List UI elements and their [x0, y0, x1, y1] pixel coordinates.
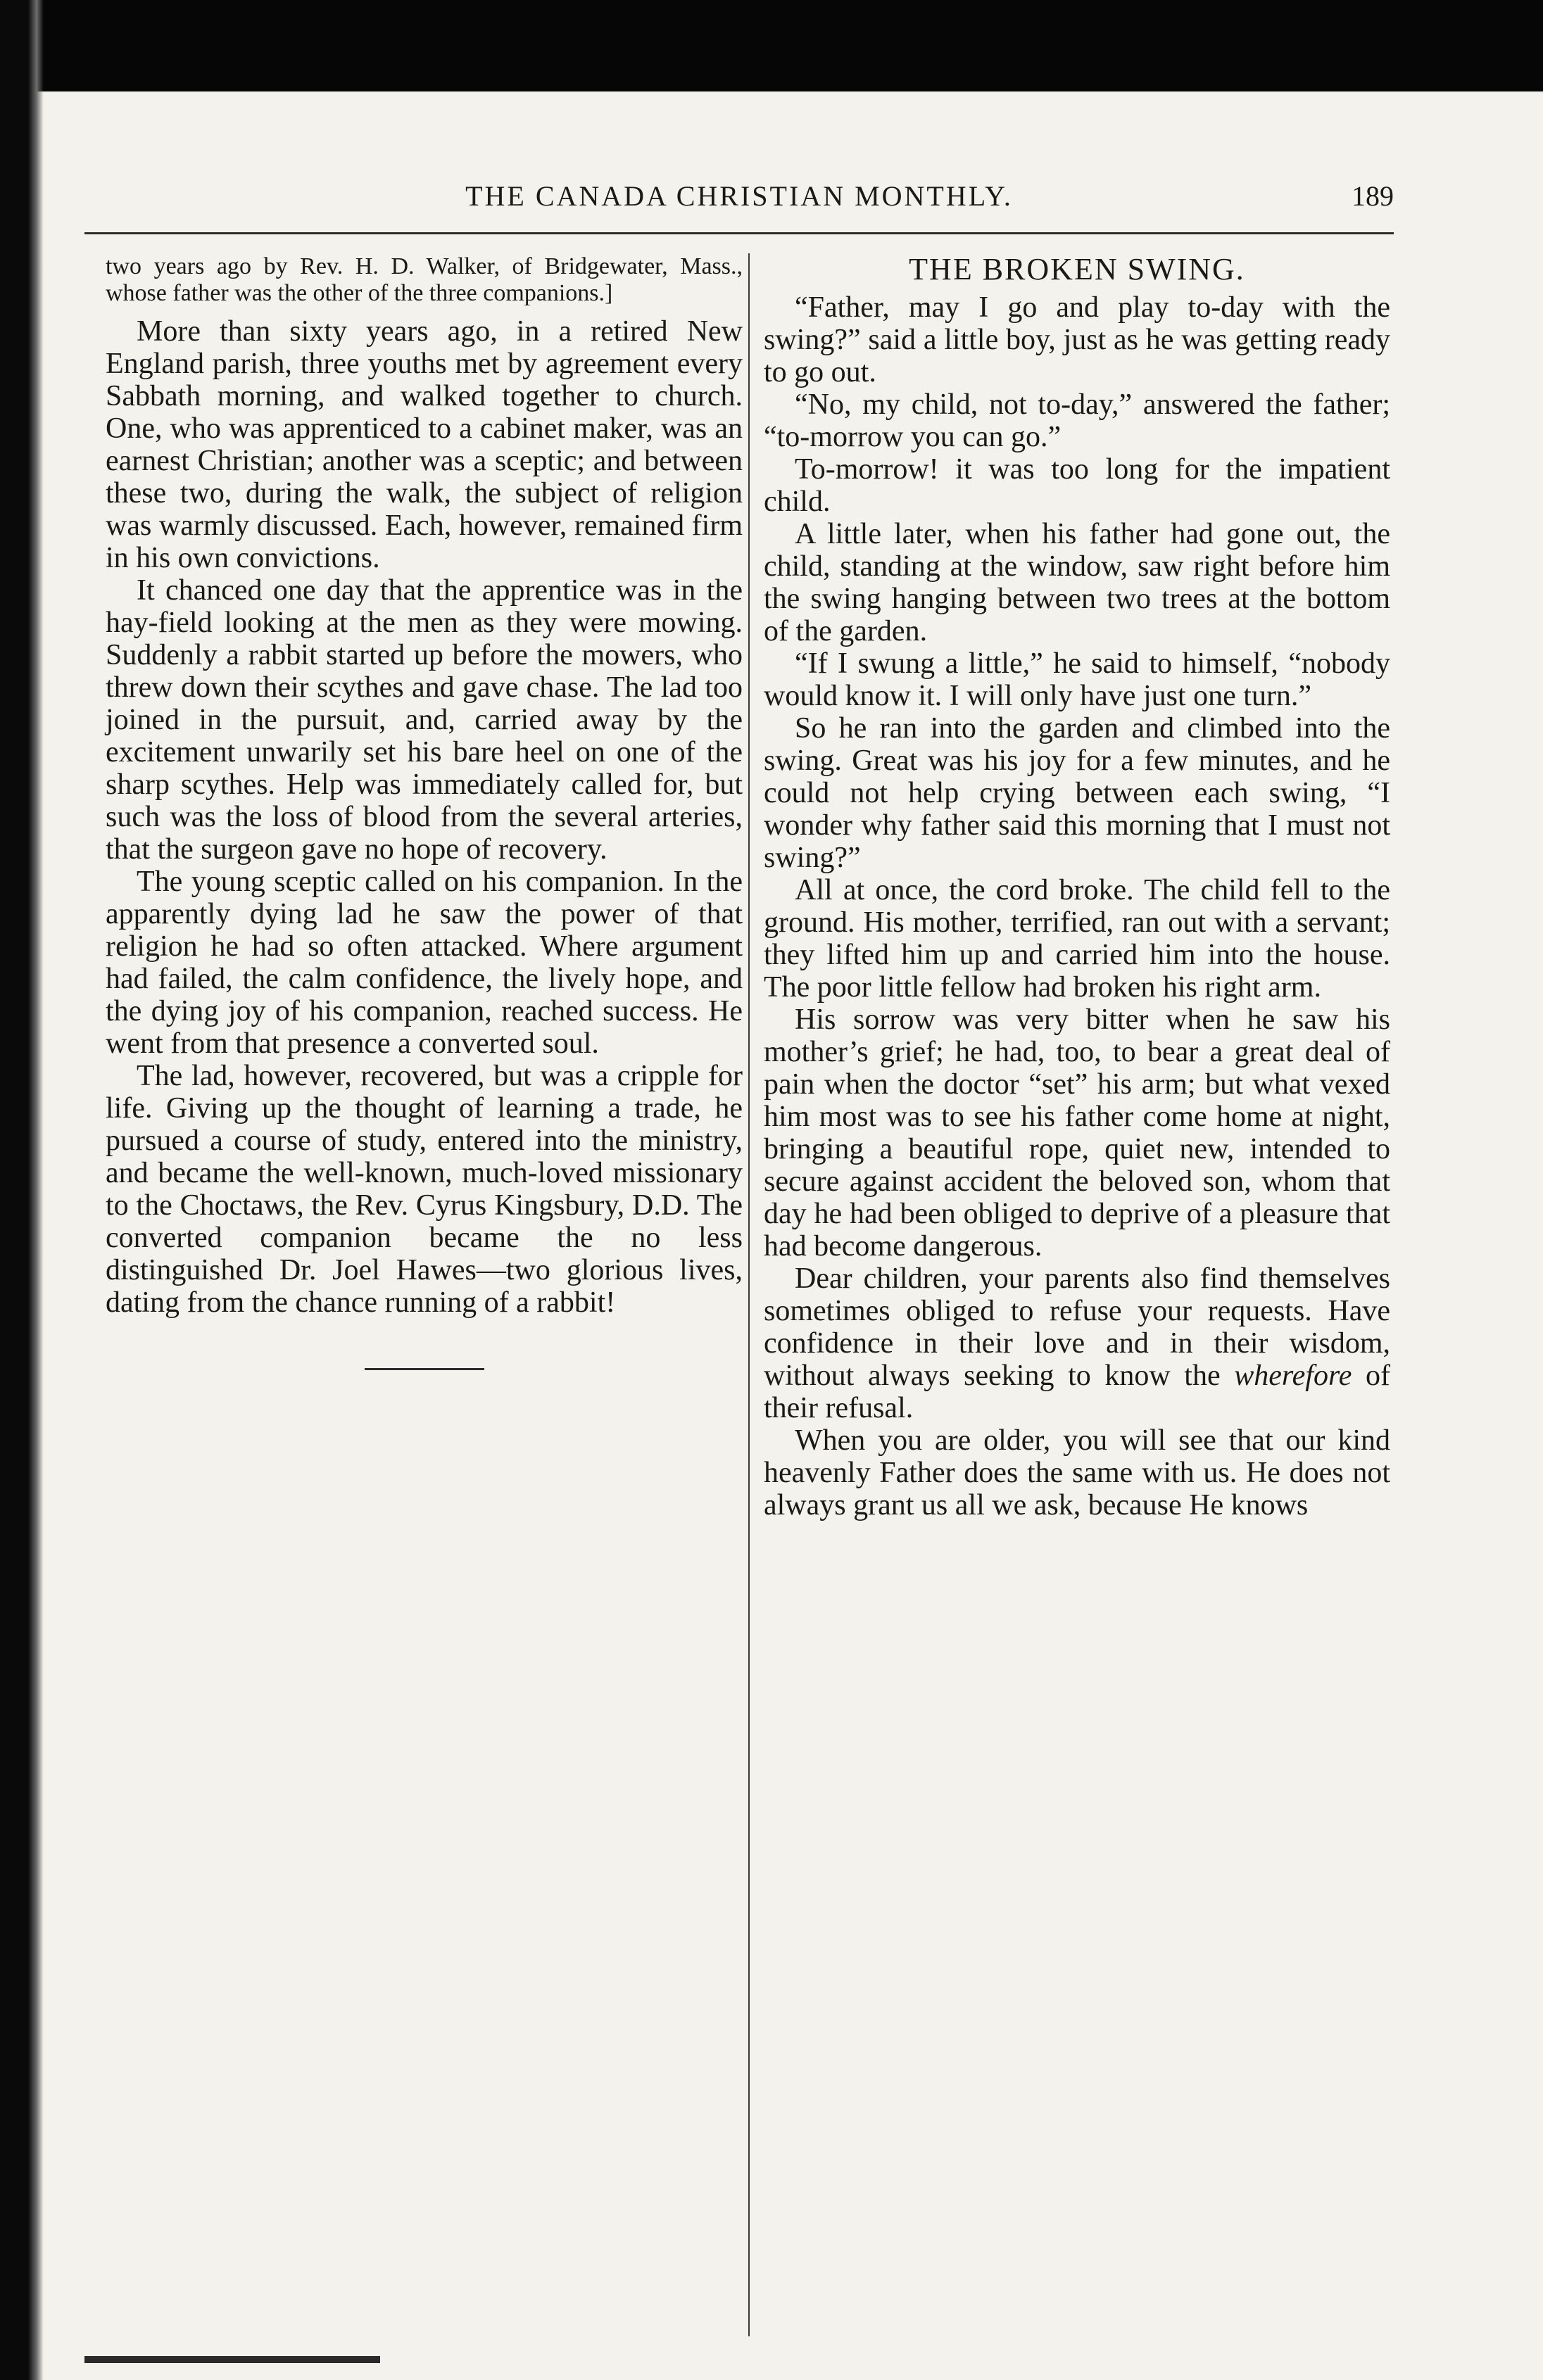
article-paragraph: To-morrow! it was too long for the impatient child. — [764, 453, 1390, 518]
article-end-rule — [365, 1368, 484, 1370]
article-paragraph: The young sceptic called on his companion. In the apparently dying lad he saw the power of that religion he had so often attacked. Where argument had failed, the calm confidence, the lively hope, and the dying joy of his companion, reached success. He went from that presence a converted soul. — [106, 866, 743, 1060]
article-paragraph: The lad, however, recovered, but was a cripple for life. Giving up the thought of learning a trade, he pursued a course of study, entered into the ministry, and became the well-known, much-loved missionary to the Choctaws, the Rev. Cyrus Kingsbury, D.D. The converted companion became the no less distinguished Dr. Joel Hawes—two glorious lives, dating from the chance running of a rabbit! — [106, 1060, 743, 1319]
article-paragraph: “If I swung a little,” he said to himself, “nobody would know it. I will only have just one turn.” — [764, 647, 1390, 712]
left-column-note: two years ago by Rev. H. D. Walker, of Bridgewater, Mass., whose father was the other of the three companions.] — [106, 253, 743, 306]
page-number: 189 — [1352, 180, 1394, 212]
page-header — [84, 179, 1394, 222]
article-paragraph: “Father, may I go and play to-day with the swing?” said a little boy, just as he was getting ready to go out. — [764, 291, 1390, 388]
article-paragraph: All at once, the cord broke. The child fell to the ground. His mother, terrified, ran out with a servant; they lifted him up and carried him into the house. The poor little fellow had broken his right arm. — [764, 874, 1390, 1004]
header-rule — [84, 232, 1394, 234]
article-paragraph: His sorrow was very bitter when he saw his mother’s grief; he had, too, to bear a great deal of pain when the doctor “set” his arm; but what vexed him most was to see his father come home at night, bringing a beautiful rope, quiet new, intended to secure against accident the beloved son, whom that day he had been obliged to deprive of a pleasure that had become dangerous. — [764, 1004, 1390, 1262]
article-paragraph: When you are older, you will see that our kind heavenly Father does the same with us. He does not always grant us all we ask, because He knows — [764, 1424, 1390, 1521]
article-paragraph: It chanced one day that the apprentice was in the hay-field looking at the men as they were mowing. Suddenly a rabbit started up before the mowers, who threw down their scythes and gave chase. The lad too joined in the pursuit, and, carried away by the excitement unwarily set his bare heel on one of the sharp scythes. Help was immediately called for, but such was the loss of blood from the several arteries, that the surgeon gave no hope of recovery. — [106, 574, 743, 866]
scan-left-border — [0, 0, 44, 2380]
italic-word: wherefore — [1234, 1360, 1352, 1392]
article-paragraph: “No, my child, not to-day,” answered the father; “to-morrow you can go.” — [764, 388, 1390, 453]
article-title: THE BROKEN SWING. — [909, 252, 1245, 286]
scan-top-border — [0, 0, 1543, 91]
article-paragraph-with-italic — [764, 1262, 1390, 1424]
article-paragraph: More than sixty years ago, in a retired New England parish, three youths met by agreement every Sabbath morning, and walked together to church. One, who was apprenticed to a cabinet maker, was an earnest Christian; another was a sceptic; and between these two, during the walk, the subject of religion was warmly discussed. Each, however, remained firm in his own convictions. — [106, 315, 743, 574]
running-title: THE CANADA CHRISTIAN MONTHLY. — [465, 180, 1013, 212]
paragraph-text: Dear children, your parents also find themselves sometimes obliged to refuse your requests. Have confidence in their love and in their wisdom, without always seeking to know the — [764, 1262, 1390, 1392]
right-column — [764, 253, 1390, 1521]
article-paragraph: So he ran into the garden and climbed into the swing. Great was his joy for a few minutes, and he could not help crying between each swing, “I wonder why father said this morning that I must not swing?” — [764, 712, 1390, 874]
scan-bottom-mark — [84, 2356, 380, 2363]
paragraph-tail: of their refusal. — [764, 1360, 1390, 1424]
column-divider — [748, 253, 750, 2336]
left-column — [106, 253, 743, 1370]
article-paragraph: A little later, when his father had gone out, the child, standing at the window, saw right before him the swing hanging between two trees at the bottom of the garden. — [764, 518, 1390, 647]
